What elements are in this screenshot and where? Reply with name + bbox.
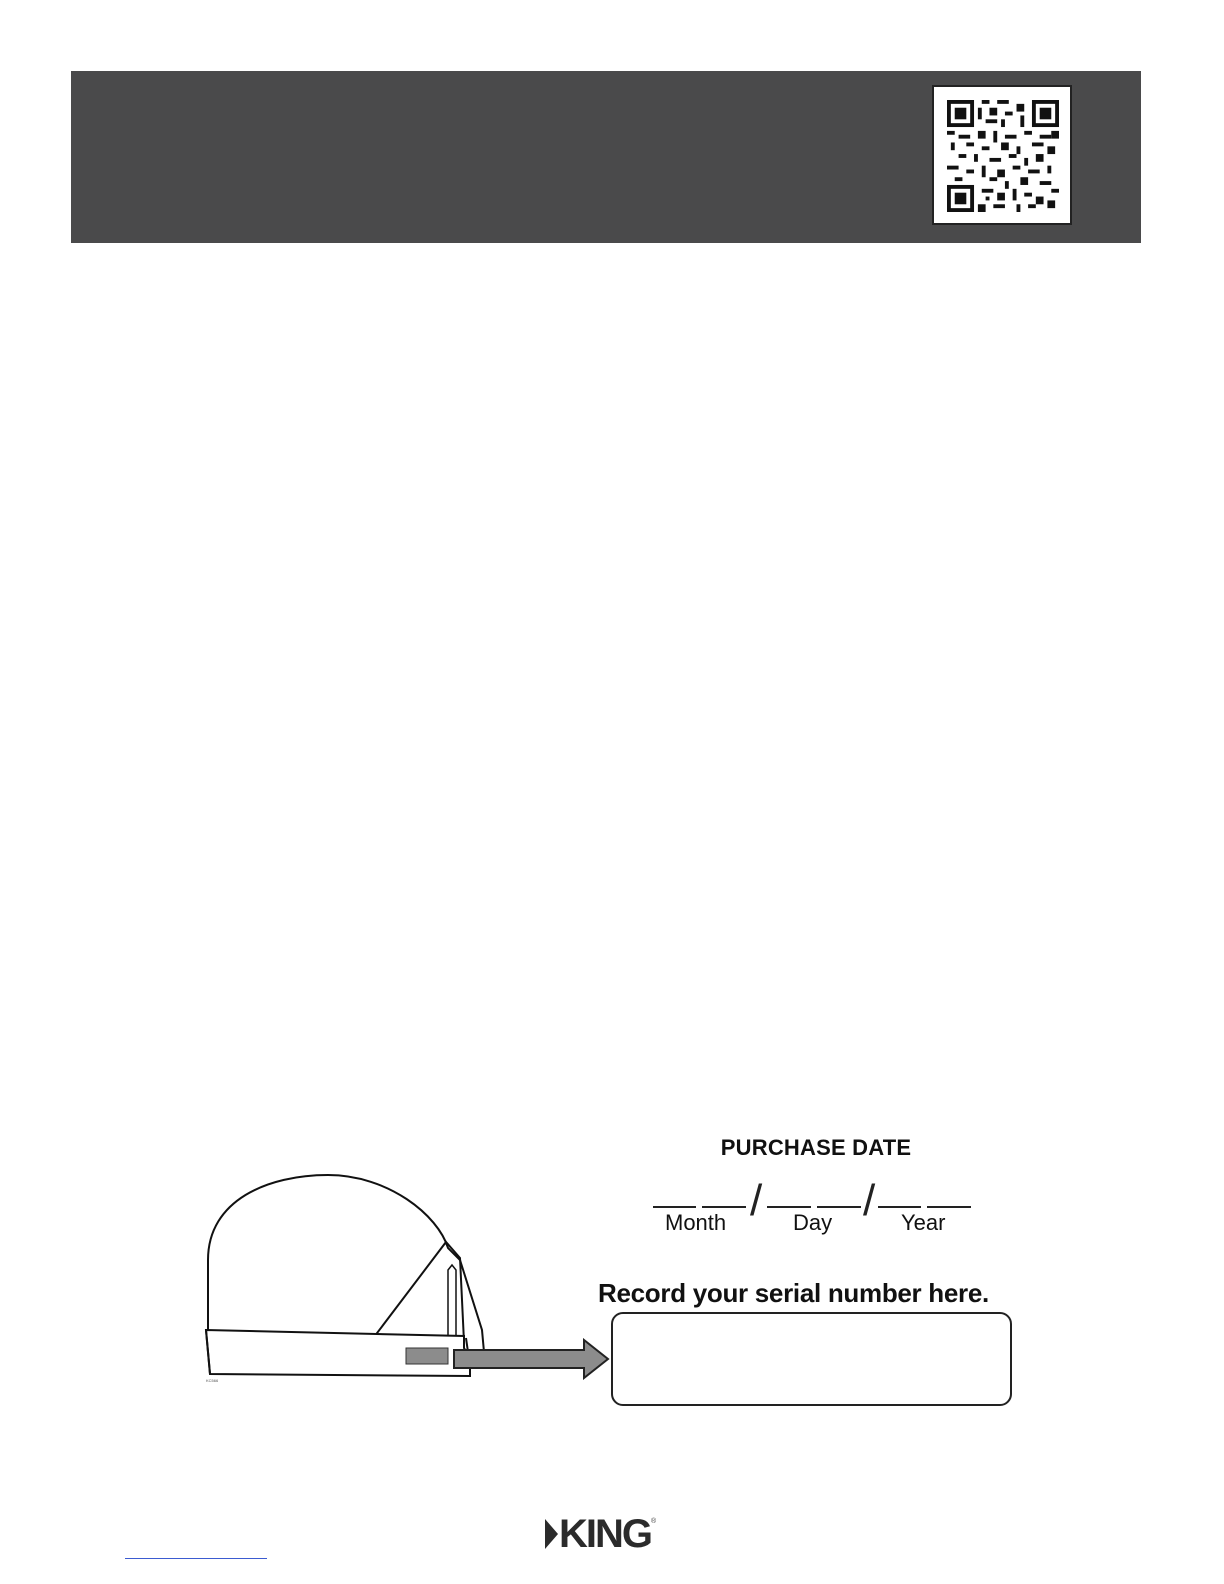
logo-chevron [545, 1519, 558, 1549]
year-label: Year [901, 1210, 946, 1235]
brand-name: KING [559, 1512, 651, 1556]
year-line-1[interactable] [878, 1206, 921, 1208]
month-line-1[interactable] [653, 1206, 696, 1208]
serial-label-tag [406, 1348, 448, 1364]
qr-code[interactable] [932, 85, 1072, 225]
registered-mark: ® [651, 1518, 657, 1525]
figure-code: KC566 [206, 1378, 219, 1383]
purchase-date-title: PURCHASE DATE [720, 1135, 912, 1160]
arrow-right-icon [452, 1338, 610, 1380]
footer-link-underline[interactable] [125, 1558, 267, 1559]
date-separator: / [863, 1176, 876, 1225]
qr-code-icon [947, 100, 1059, 212]
month-line-2[interactable] [702, 1206, 746, 1208]
serial-number-field[interactable] [611, 1312, 1012, 1406]
dome-shell [208, 1175, 484, 1352]
day-line-2[interactable] [817, 1206, 861, 1208]
date-separator: / [750, 1176, 763, 1225]
month-label: Month [665, 1210, 727, 1235]
year-line-2[interactable] [927, 1206, 971, 1208]
day-label: Day [793, 1210, 833, 1235]
king-logo-icon [545, 1514, 656, 1554]
serial-number-heading: Record your serial number here. [598, 1278, 989, 1308]
day-line-1[interactable] [767, 1206, 811, 1208]
